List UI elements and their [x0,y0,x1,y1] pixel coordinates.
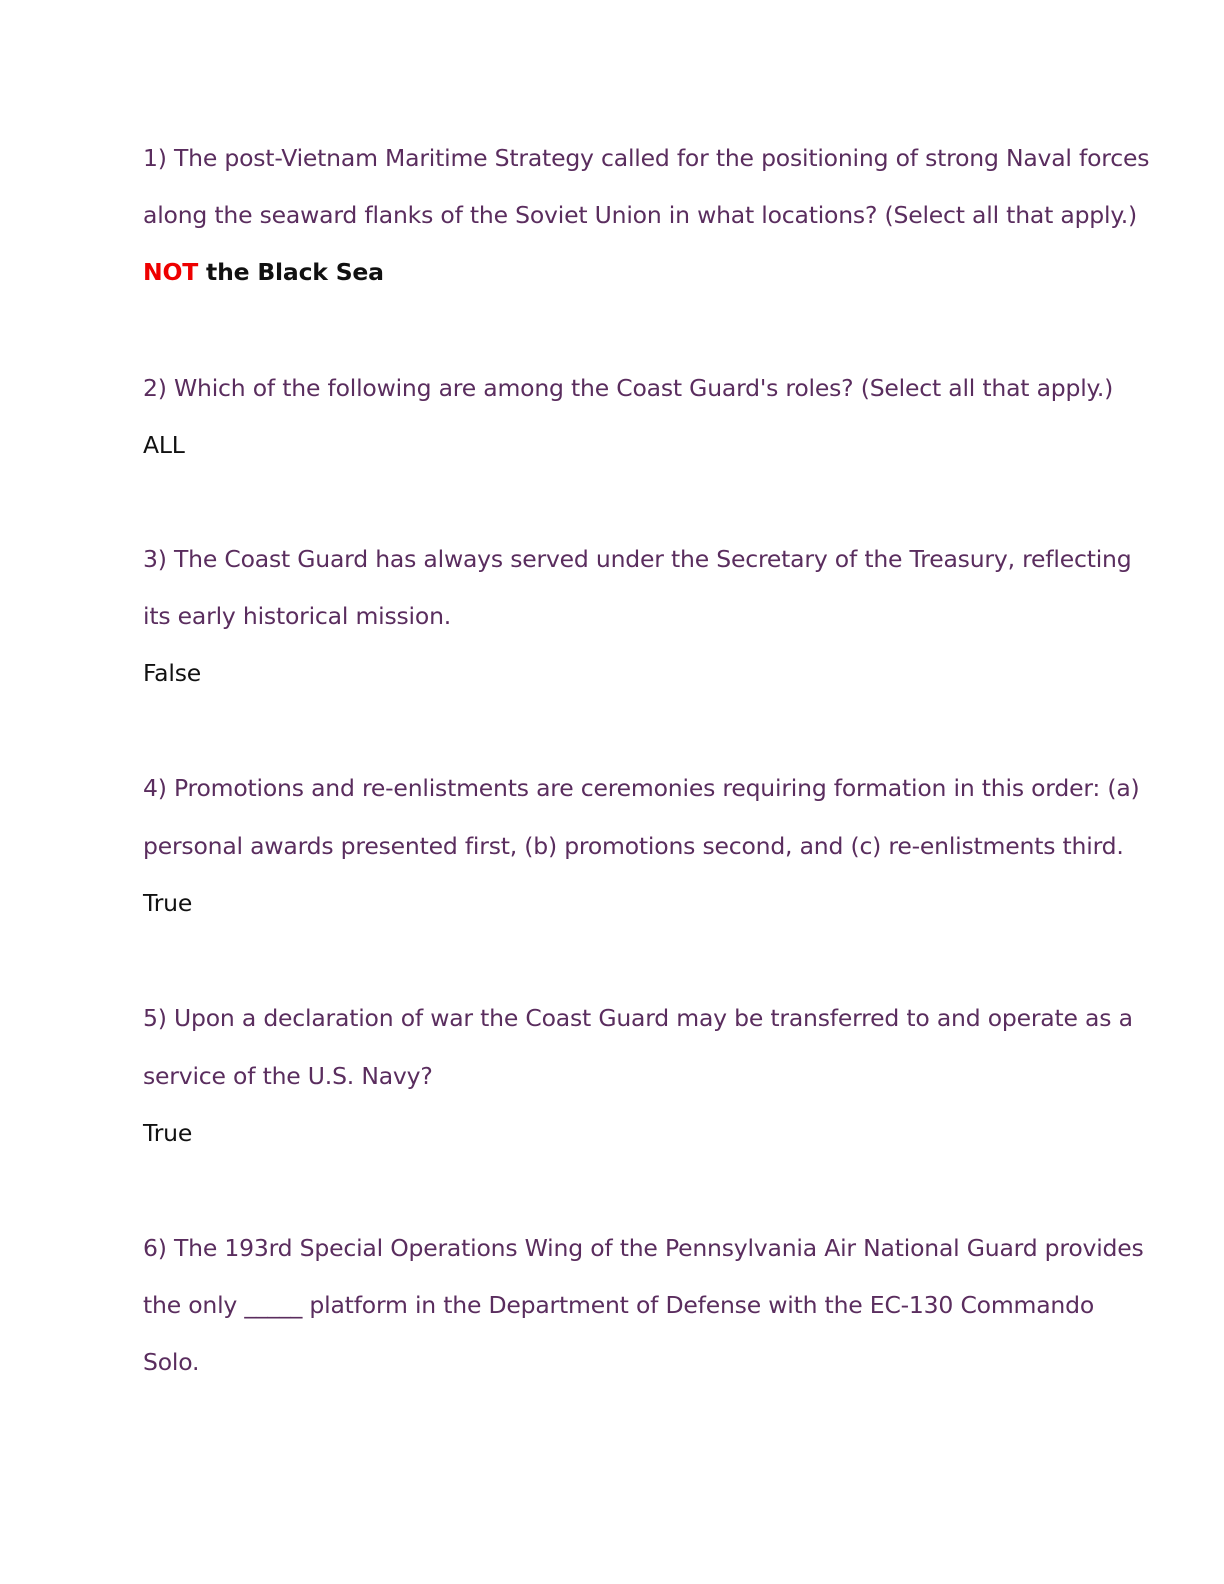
question-5-line-1: 5) Upon a declaration of war the Coast Guard may be transferred to and operate as a [143,1004,1133,1032]
question-5-answer: True [143,1119,193,1147]
question-6-line-2: the only _____ platform in the Department of Defense with the EC-130 Commando [143,1291,1095,1319]
answer-text: the Black Sea [198,258,384,286]
question-4-line-1: 4) Promotions and re-enlistments are ceremonies requiring formation in this order: (a) [143,774,1140,802]
answer-not-emphasis: NOT [143,258,199,286]
question-3-answer: False [143,659,201,687]
question-2-answer: ALL [143,431,185,459]
question-3-line-2: its early historical mission. [143,602,452,630]
question-3-line-1: 3) The Coast Guard has always served under the Secretary of the Treasury, reflecting [143,545,1132,573]
question-4-line-2: personal awards presented first, (b) promotions second, and (c) re-enlistments third. [143,832,1124,860]
question-2-line-1: 2) Which of the following are among the Coast Guard's roles? (Select all that apply.) [143,374,1114,402]
question-1-answer [143,258,384,286]
question-4-answer: True [143,889,193,917]
question-5-line-2: service of the U.S. Navy? [143,1062,433,1090]
question-1-line-1: 1) The post-Vietnam Maritime Strategy called for the positioning of strong Naval forces [143,144,1150,172]
question-1-line-2: along the seaward flanks of the Soviet Union in what locations? (Select all that apply.) [143,201,1137,229]
question-6-line-3: Solo. [143,1348,200,1376]
question-6-line-1: 6) The 193rd Special Operations Wing of the Pennsylvania Air National Guard provides [143,1234,1144,1262]
